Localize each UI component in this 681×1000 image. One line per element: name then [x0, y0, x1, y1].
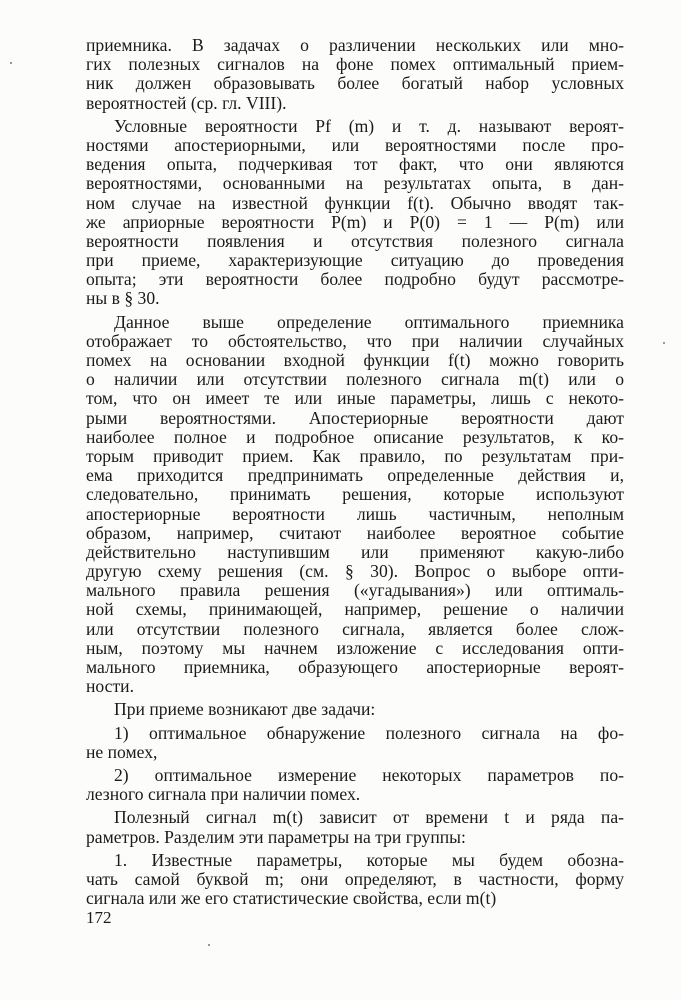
text-line: 1. Известные параметры, которые мы будем обозна- — [114, 849, 624, 870]
text-line: приемника. В задачах о различении нескольких или мно- — [86, 35, 624, 55]
scan-speck — [208, 944, 210, 946]
text-line: сигнала или же его статистические свойства, если m(t) — [86, 888, 497, 909]
text-line: ном случае на известной функции f(t). Обычно вводят так- — [86, 192, 624, 213]
text-line: вероятности появления и отсутствия полезного сигнала — [86, 230, 624, 251]
text-line: гих полезных сигналов на фоне помех оптимальный прием- — [86, 54, 624, 75]
text-line: помех на основании входной функции f(t) можно говорить — [86, 350, 624, 370]
page-number: 172 — [86, 908, 112, 927]
text-line: ема приходится предпринимать определенные действия и, — [86, 465, 624, 486]
text-line: отображает то обстоятельство, что при наличии случайных — [86, 330, 624, 351]
text-line: ностями апостериорными, или вероятностями после про- — [86, 134, 624, 155]
paragraph — [86, 36, 624, 113]
paragraph — [86, 700, 624, 719]
text-line: ным, поэтому мы начнем изложение с исследования опти- — [86, 637, 624, 658]
text-line: Условные вероятности Pf (m) и т. д. называют вероят- — [114, 115, 624, 136]
paragraph — [86, 313, 624, 697]
text-line: о наличии или отсутствии полезного сигнала m(t) или о — [86, 369, 624, 390]
text-line: лезного сигнала при наличии помех. — [86, 784, 361, 805]
text-line: ведения опыта, подчеркивая тот факт, что они являются — [86, 154, 624, 175]
scan-speck — [10, 62, 12, 64]
text-line: вероятностями, основанными на результатах опыта, в дан- — [86, 173, 624, 194]
text-line: Полезный сигнал m(t) зависит от времени t и ряда па- — [114, 807, 624, 828]
text-line: следовательно, принимать решения, которые используют — [86, 484, 624, 505]
text-line: не помех, — [86, 741, 158, 762]
text-line: же априорные вероятности P(m) и P(0) = 1 — P(m) или — [86, 211, 624, 232]
text-line: опыта; эти вероятности более подробно будут рассмотре- — [86, 269, 624, 290]
paragraph — [86, 766, 624, 804]
text-line: апостериорные вероятности лишь частичным, неполным — [86, 503, 624, 524]
paragraph — [86, 851, 624, 909]
text-line: вероятностей (ср. гл. VIII). — [86, 92, 287, 113]
scan-speck — [663, 342, 665, 344]
text-line: Данное выше определение оптимального приемника — [114, 311, 624, 332]
text-line: том, что он имеет те или иные параметры, лишь с некото- — [86, 388, 624, 409]
text-line: другую схему решения (см. § 30). Вопрос о выборе опти- — [86, 561, 624, 582]
text-line: мального правила решения («угадывания») или оптималь- — [86, 580, 624, 601]
text-line: ной схемы, принимающей, например, решение о наличии — [86, 599, 624, 620]
text-line: ник должен образовывать более богатый набор условных — [86, 73, 624, 94]
text-line: действительно наступившим или применяют какую-либо — [86, 541, 624, 562]
text-line: наиболее полное и подробное описание результатов, к ко- — [86, 426, 624, 447]
text-line: рыми вероятностями. Апостериорные вероятности дают — [86, 407, 624, 428]
paragraph — [86, 724, 624, 762]
text-line: 2) оптимальное измерение некоторых параметров по- — [114, 764, 624, 785]
text-line: При приеме возникают две задачи: — [114, 699, 376, 720]
text-line: раметров. Разделим эти параметры на три группы: — [86, 826, 466, 847]
paragraph — [86, 808, 624, 846]
text-line: чать самой буквой m; они определяют, в частности, форму — [86, 868, 624, 889]
text-line: торым приводит прием. Как правило, по результатам при- — [86, 445, 624, 466]
text-line: ности. — [86, 676, 134, 697]
text-line: мального приемника, образующего апостериорные вероят- — [86, 657, 624, 677]
paragraph — [86, 117, 624, 309]
text-line: образом, например, считают наиболее вероятное событие — [86, 522, 624, 543]
text-line: ны в § 30. — [86, 288, 160, 309]
text-line: или отсутствии полезного сигнала, является более слож- — [86, 618, 624, 639]
body-text — [86, 36, 624, 908]
text-line: при приеме, характеризующие ситуацию до проведения — [86, 250, 624, 271]
text-line: 1) оптимальное обнаружение полезного сигнала на фо- — [114, 722, 624, 743]
